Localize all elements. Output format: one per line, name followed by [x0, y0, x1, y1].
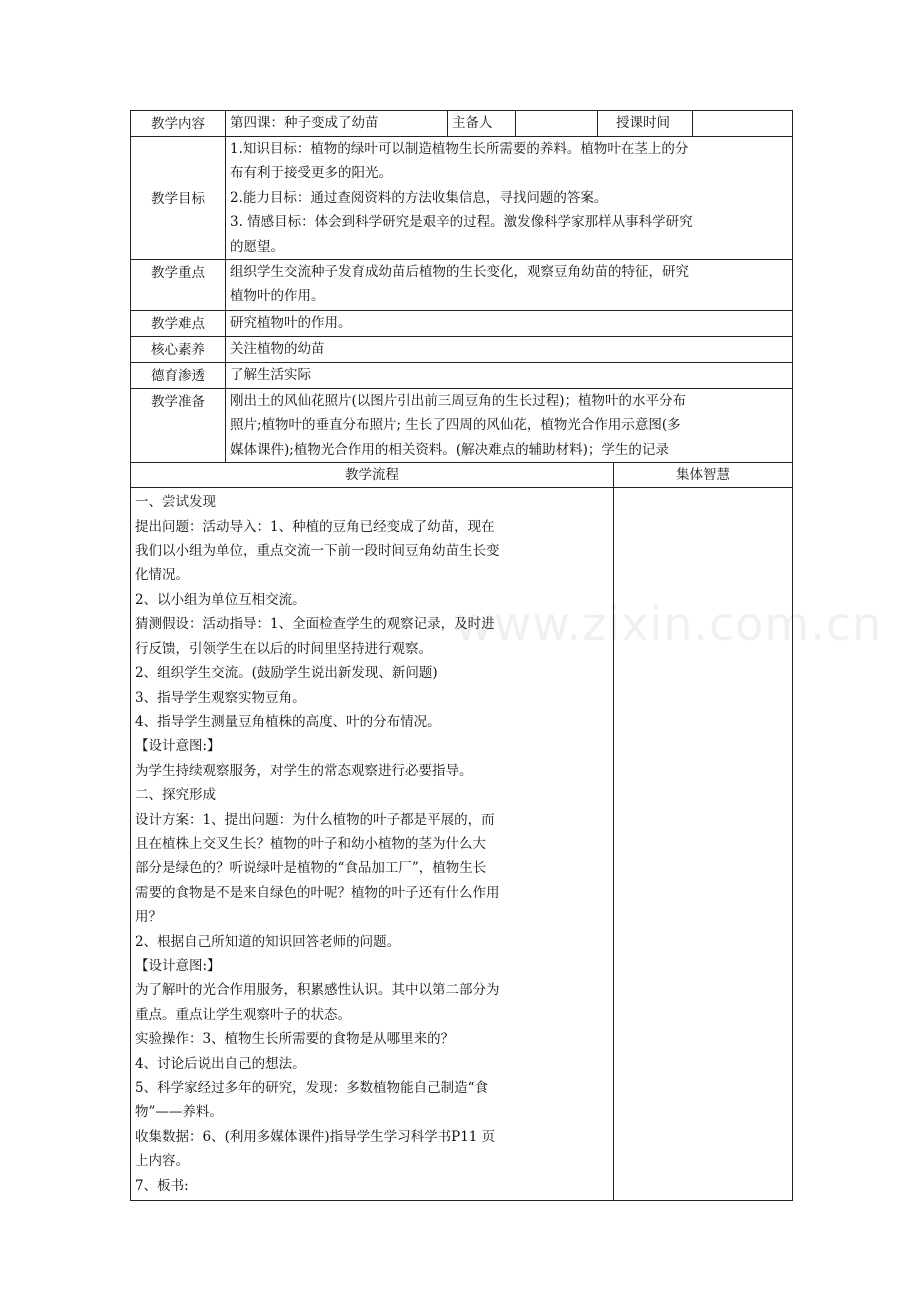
- key-points-line: 组织学生交流种子发育成幼苗后植物的生长变化，观察豆角幼苗的特征，研究: [230, 264, 689, 281]
- content-label: 教学内容: [131, 111, 226, 137]
- lesson-plan-table: [130, 110, 793, 1201]
- flow-line: 实验操作：3、植物生长所需要的食物是从哪里来的？: [135, 1031, 455, 1048]
- key-points-line: 植物叶的作用。: [230, 288, 325, 305]
- flow-line: 4、指导学生测量豆角植株的高度、叶的分布情况。: [135, 713, 441, 730]
- teaching-time-label: [598, 111, 693, 137]
- preparation-label: 教学准备: [131, 389, 226, 463]
- flow-line: 2、组织学生交流。(鼓励学生说出新发现、新问题): [135, 665, 438, 682]
- flow-line: 重点。重点让学生观察叶子的状态。: [135, 1006, 351, 1023]
- key-points-content: [226, 260, 793, 311]
- flow-line: 一、尝试发现: [135, 494, 216, 511]
- flow-line: 【设计意图:】: [135, 957, 221, 974]
- flow-line: 2、以小组为单位互相交流。: [135, 591, 306, 608]
- core-literacy-content: 关注植物的幼苗: [226, 337, 793, 363]
- collective-wisdom-header: 集体智慧: [614, 463, 793, 488]
- flow-line: 部分是绿色的？听说绿叶是植物的“食品加工厂”，植物生长: [135, 860, 487, 877]
- lesson-title: 第四课：种子变成了幼苗: [226, 111, 448, 137]
- flow-line: 收集数据：6、(利用多媒体课件)指导学生学习科学书P11 页: [135, 1128, 496, 1145]
- flow-line: 需要的食物是不是来自绿色的叶呢？植物的叶子还有什么作用: [135, 884, 500, 901]
- flow-line: 3、指导学生观察实物豆角。: [135, 689, 306, 706]
- difficulties-content: 研究植物叶的作用。: [226, 311, 793, 337]
- flow-line: 化情况。: [135, 567, 189, 584]
- preparation-content: [226, 389, 793, 463]
- goals-line: 2.能力目标：通过查阅资料的方法收集信息，寻找问题的答案。: [230, 189, 608, 206]
- core-literacy-label: 核心素养: [131, 337, 226, 363]
- flow-line: 物”——养料。: [135, 1104, 223, 1121]
- flow-line: 为学生持续观察服务，对学生的常态观察进行必要指导。: [135, 762, 473, 779]
- goals-line: 的愿望。: [230, 238, 284, 255]
- preparation-line: 刚出土的风仙花照片(以图片引出前三周豆角的生长过程)；植物叶的水平分布: [230, 393, 687, 410]
- key-points-label: 教学重点: [131, 260, 226, 311]
- flow-line: 【设计意图:】: [135, 738, 221, 755]
- preparation-line: 照片;植物叶的垂直分布照片; 生长了四周的风仙花，植物光合作用示意图(多: [230, 417, 681, 434]
- teaching-time-value: [693, 111, 793, 137]
- flow-line: 2、根据自己所知道的知识回答老师的问题。: [135, 933, 401, 950]
- watermark: www.zixin.com.cn: [455, 597, 883, 651]
- collective-wisdom-content: [614, 488, 793, 1201]
- moral-education-label: 德育渗透: [131, 363, 226, 389]
- flow-line: 5、科学家经过多年的研究，发现：多数植物能自己制造“食: [135, 1080, 488, 1096]
- flow-line: 提出问题：活动导入：1、种植的豆角已经变成了幼苗，现在: [135, 518, 495, 535]
- teaching-flow-content: [131, 488, 614, 1201]
- flow-line: 行反馈，引领学生在以后的时间里坚持进行观察。: [135, 640, 432, 657]
- goals-line: 1.知识目标：植物的绿叶可以制造植物生长所需要的养料。植物叶在茎上的分: [230, 141, 689, 157]
- preparer-label: 主备人: [448, 111, 516, 137]
- flow-line: 我们以小组为单位，重点交流一下前一段时间豆角幼苗生长变: [135, 543, 500, 560]
- difficulties-label: 教学难点: [131, 311, 226, 337]
- preparation-line: 媒体课件);植物光合作用的相关资料。(解决难点的辅助材料)；学生的记录: [230, 441, 669, 458]
- preparer-value: [516, 111, 598, 137]
- moral-education-content: 了解生活实际: [226, 363, 793, 389]
- lesson-plan-sheet: [130, 110, 792, 1201]
- goals-label: 教学目标: [131, 137, 226, 260]
- goals-line: 布有利于接受更多的阳光。: [230, 165, 392, 182]
- teaching-time-label-text: 授课时间: [616, 115, 670, 131]
- flow-line: 上内容。: [135, 1153, 189, 1170]
- flow-line: 用？: [135, 909, 162, 926]
- flow-line: 设计方案：1、提出问题：为什么植物的叶子都是平展的，而: [135, 811, 495, 828]
- flow-line: 猜测假设：活动指导：1、全面检查学生的观察记录，及时进: [135, 616, 495, 633]
- flow-line: 二、探究形成: [135, 787, 216, 804]
- flow-line: 且在植株上交叉生长？植物的叶子和幼小植物的茎为什么大: [135, 835, 486, 852]
- flow-line: 4、讨论后说出自己的想法。: [135, 1055, 306, 1072]
- goals-line: 3. 情感目标：体会到科学研究是艰辛的过程。激发像科学家那样从事科学研究: [230, 214, 693, 231]
- goals-content: [226, 137, 793, 260]
- teaching-flow-header: 教学流程: [131, 463, 614, 488]
- flow-line: 为了解叶的光合作用服务，积累感性认识。其中以第二部分为: [135, 982, 500, 999]
- flow-line: 7、板书:: [135, 1177, 189, 1194]
